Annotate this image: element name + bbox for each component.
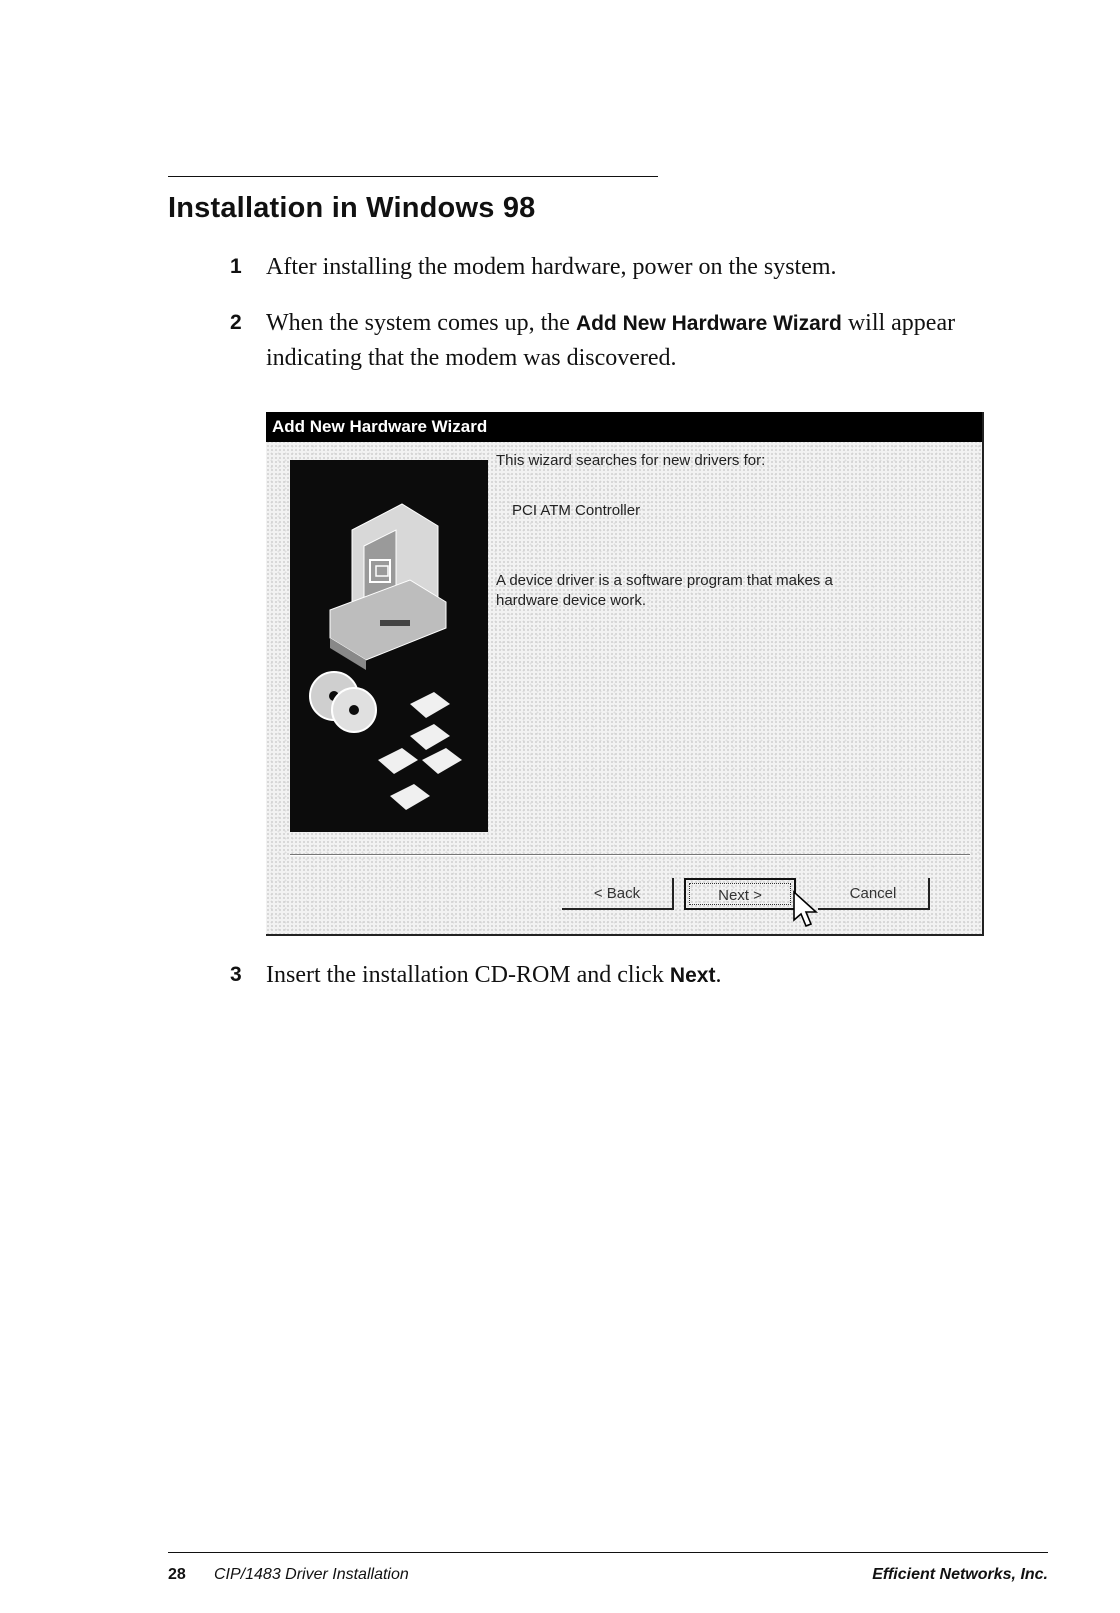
heading-rule xyxy=(168,176,658,177)
step-text: When the system comes up, the Add New Hardware Wizard will appear indicating that the modem was discovered. xyxy=(266,310,956,371)
wizard-intro-text: This wizard searches for new drivers for: xyxy=(496,452,766,469)
dialog-title-bar: Add New Hardware Wizard xyxy=(266,412,982,442)
computer-illustration-icon xyxy=(290,460,488,832)
dialog-separator xyxy=(290,854,970,856)
next-reference: Next xyxy=(669,964,716,987)
page-number: 28 xyxy=(168,1566,186,1583)
device-name: PCI ATM Controller xyxy=(512,502,641,519)
back-button[interactable]: < Back xyxy=(562,878,674,910)
step-number: 1 xyxy=(230,255,242,278)
step-number: 3 xyxy=(230,963,242,986)
step-number: 2 xyxy=(230,311,242,334)
footer-company: Efficient Networks, Inc. xyxy=(872,1566,1048,1583)
footer-section-title: CIP/1483 Driver Installation xyxy=(214,1566,409,1583)
wizard-name: Add New Hardware Wizard xyxy=(575,312,842,335)
footer-rule xyxy=(168,1552,1048,1553)
mouse-pointer-icon xyxy=(792,890,820,930)
cancel-button[interactable]: Cancel xyxy=(818,878,930,910)
page-title: Installation in Windows 98 xyxy=(168,192,536,224)
next-button[interactable]: Next > xyxy=(684,878,796,910)
step-text: Insert the installation CD-ROM and click Next. xyxy=(266,962,722,988)
add-new-hardware-wizard-dialog xyxy=(266,412,984,936)
driver-description-line-1: A device driver is a software program that makes a xyxy=(496,572,833,589)
step-text: After installing the modem hardware, power on the system. xyxy=(266,254,837,280)
driver-description-line-2: hardware device work. xyxy=(496,592,647,609)
